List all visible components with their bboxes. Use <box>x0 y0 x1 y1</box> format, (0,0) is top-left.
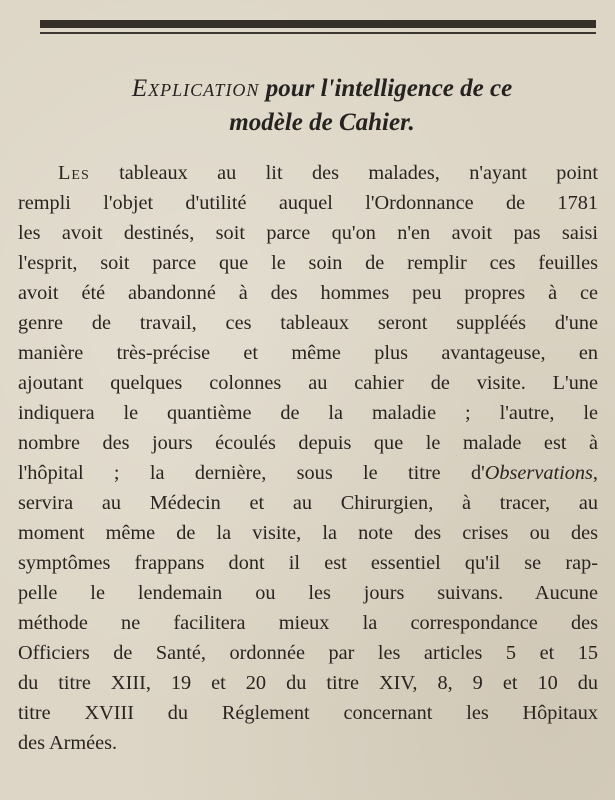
paragraph-line: indiquera le quantième de la maladie ; l'autre, le <box>18 402 598 424</box>
paragraph-line: manière très-précise et même plus avantageuse, en <box>18 342 598 364</box>
heading-line2: modèle de Cahier. <box>229 109 415 136</box>
paragraph-line <box>18 458 598 488</box>
paragraph-line-text: l'hôpital ; la dernière, sous le titre d' <box>18 462 485 484</box>
paragraph-line: nombre des jours écoulés depuis que le malade est à <box>18 432 598 454</box>
heading-lead-word: Explication <box>131 75 260 102</box>
paragraph-line: rempli l'objet d'utilité auquel l'Ordonnance de 1781 <box>18 192 598 214</box>
paragraph-line: l'esprit, soit parce que le soin de remplir ces feuilles <box>18 252 598 274</box>
body-paragraph <box>18 158 598 758</box>
paragraph-line: symptômes frappans dont il est essentiel qu'il se rap- <box>18 552 598 574</box>
paragraph-line: servira au Médecin et au Chirurgien, à tracer, au <box>18 492 598 514</box>
paragraph-line: avoit été abandonné à des hommes peu propres à ce <box>18 282 598 304</box>
paragraph-line: du titre XIII, 19 et 20 du titre XIV, 8, 9 et 10 du <box>18 672 598 694</box>
paragraph-line: titre XVIII du Réglement concernant les Hôpitaux <box>18 702 598 724</box>
paragraph-line-text: tableaux au lit des malades, n'ayant point <box>89 162 598 184</box>
section-heading <box>28 72 615 140</box>
paragraph-line-punct: , <box>592 462 598 484</box>
paragraph-line <box>18 158 598 188</box>
observations-italic: Observations <box>484 462 593 484</box>
paragraph-line: des Armées. <box>18 732 118 754</box>
heading-line1-rest: pour l'intelligence de ce <box>259 75 513 102</box>
paragraph-line: les avoit destinés, soit parce qu'on n'en avoit pas saisi <box>18 222 598 244</box>
top-rule-thick <box>40 20 596 28</box>
paragraph-line: genre de travail, ces tableaux seront suppléés d'une <box>18 312 598 334</box>
paragraph-line: Officiers de Santé, ordonnée par les articles 5 et 15 <box>18 642 598 664</box>
paragraph-line: pelle le lendemain ou les jours suivans. Aucune <box>18 582 598 604</box>
top-rule-thin <box>40 32 596 34</box>
paragraph-line: ajoutant quelques colonnes au cahier de visite. L'une <box>18 372 598 394</box>
paragraph-line: méthode ne facilitera mieux la correspondance des <box>18 612 598 634</box>
paragraph-lead-word: Les <box>58 162 90 184</box>
paragraph-line: moment même de la visite, la note des crises ou des <box>18 522 598 544</box>
